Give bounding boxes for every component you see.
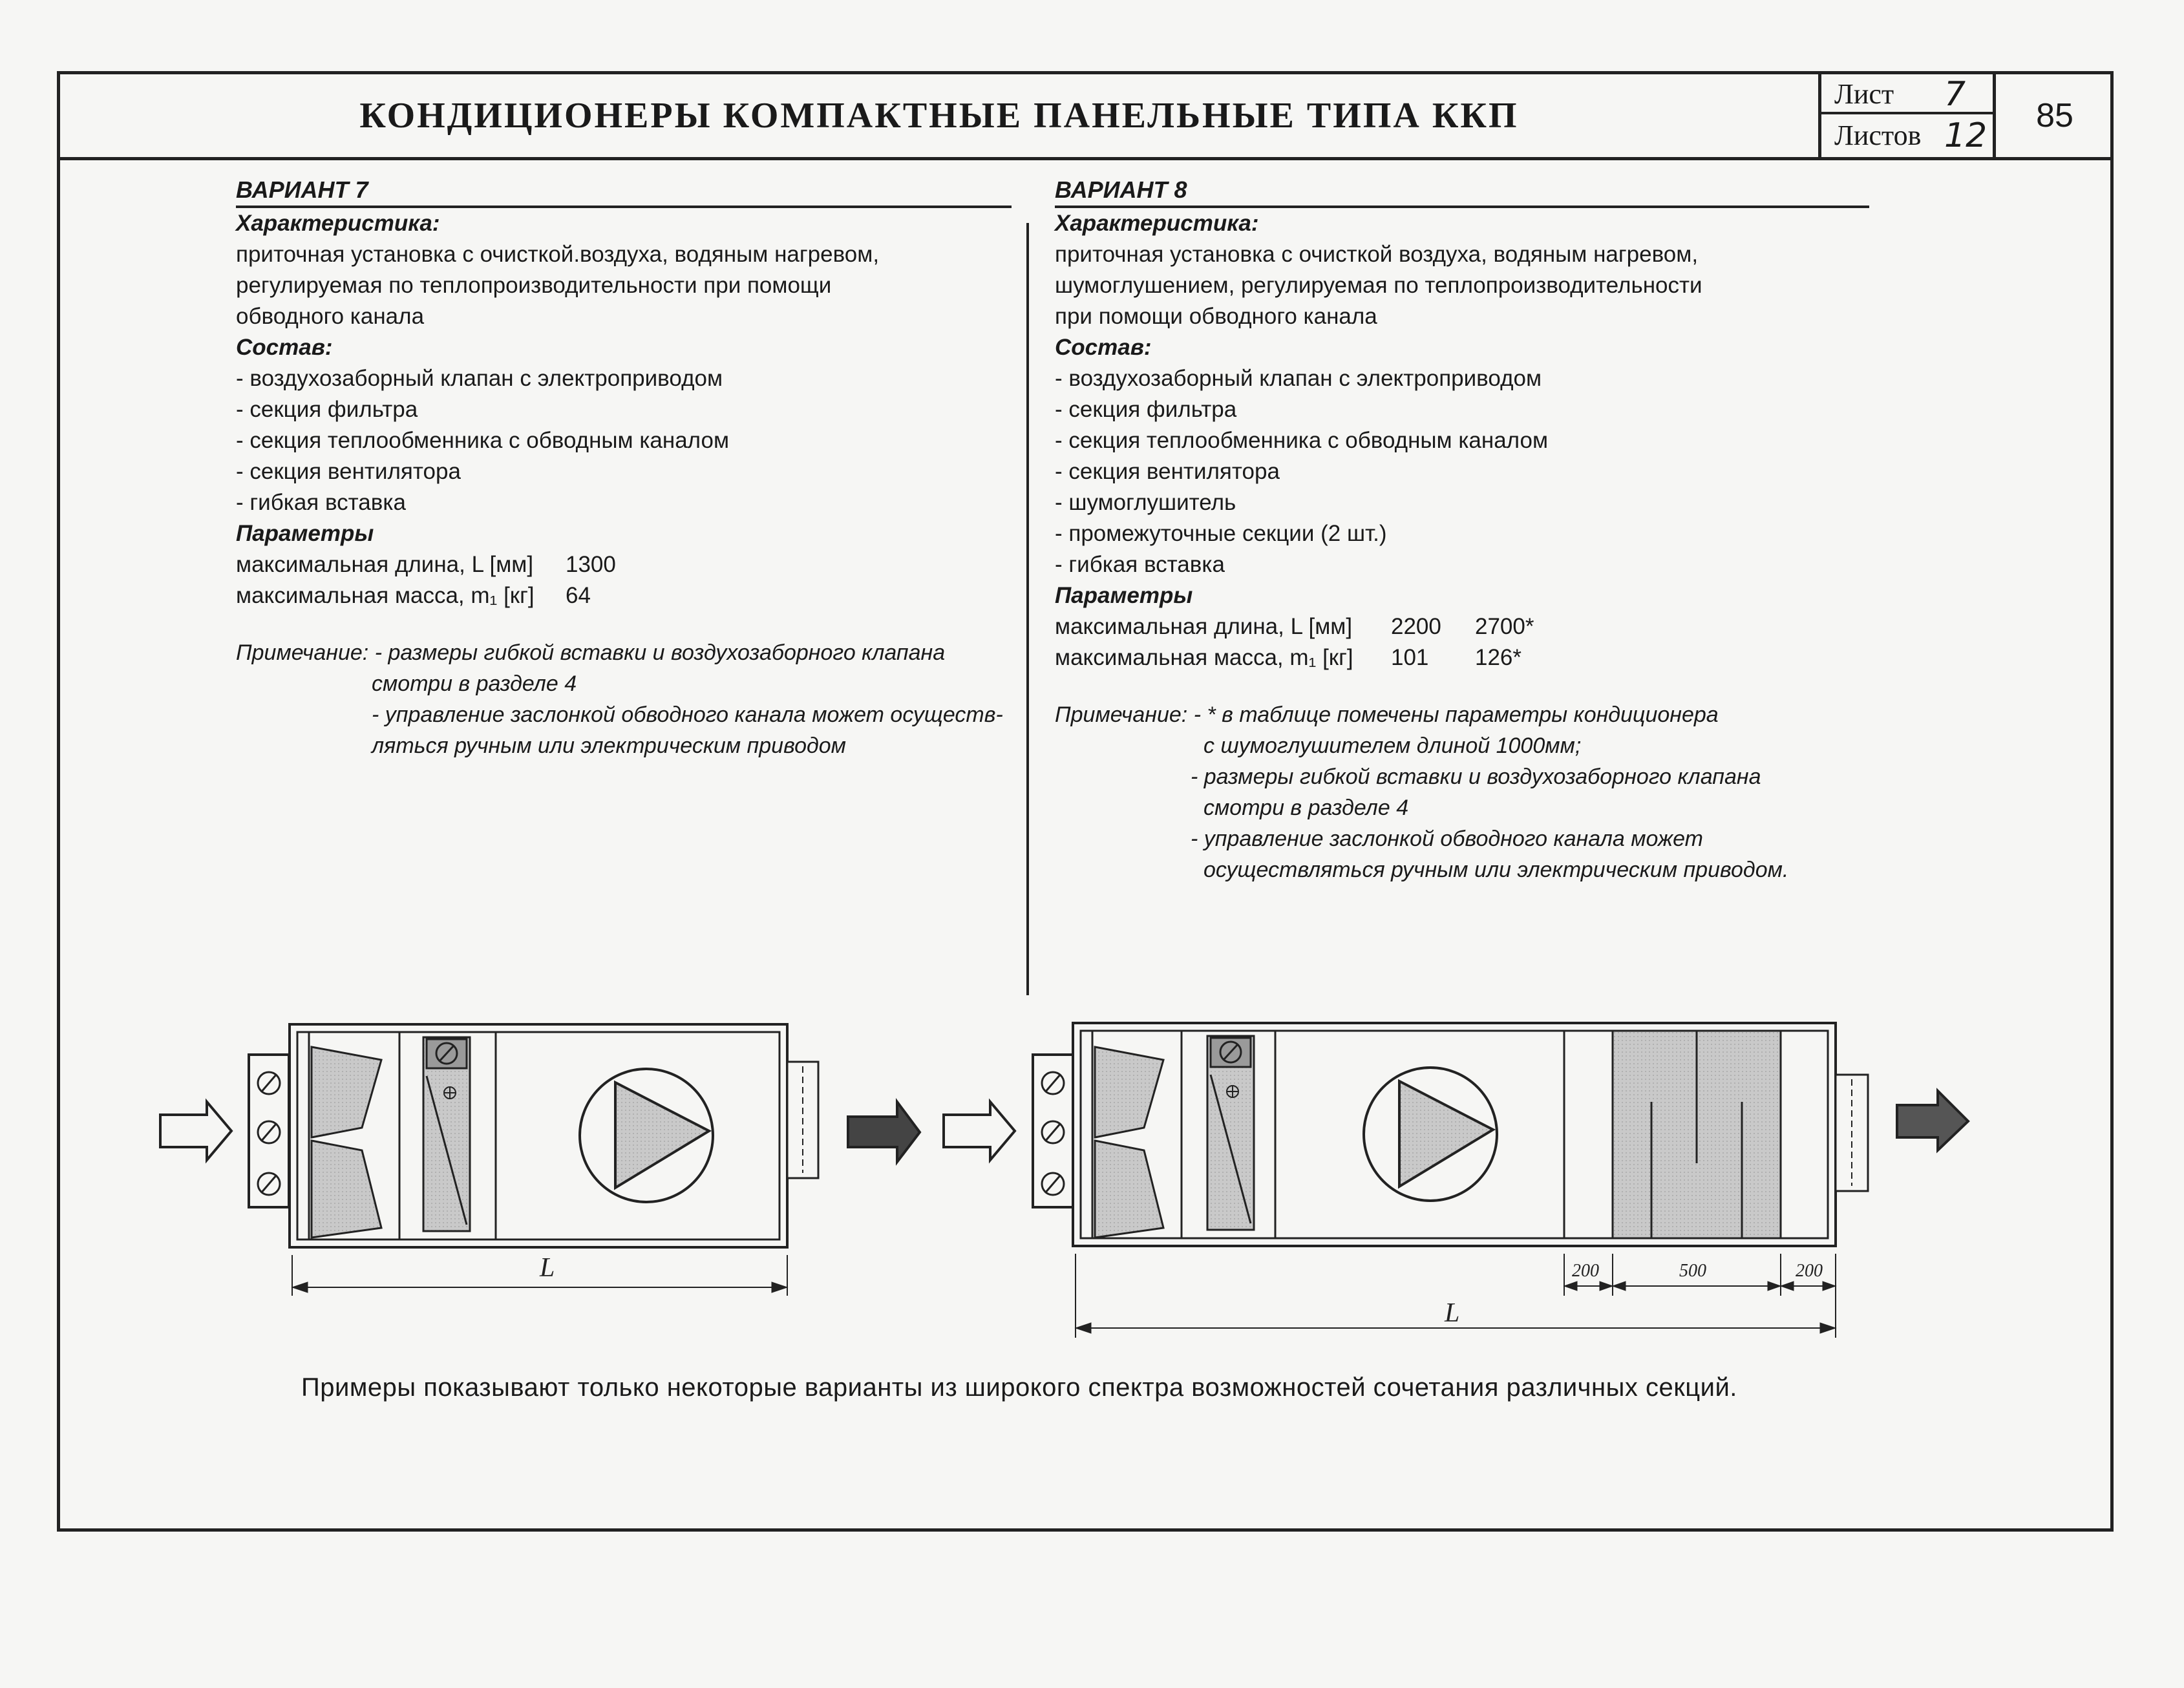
param-label: максимальная масса, m₁ [кг] [236, 583, 535, 608]
variant8-component: - секция теплообменника с обводным каналом [1055, 428, 1549, 453]
sheet-value: 7 [1944, 75, 1966, 114]
variant7-char-line: регулируемая по теплопроизводительности при помощи [236, 273, 832, 298]
note-line: смотри в разделе 4 [1203, 796, 1409, 820]
footer-note: Примеры показывают только некоторые варианты из широкого спектра возможностей сочетания различных секций. [301, 1373, 1737, 1402]
variant7-component: - секция фильтра [236, 397, 418, 422]
note-line: Примечание: - * в таблице помечены параметры кондиционера [1055, 702, 1719, 727]
variant8-component: - промежуточные секции (2 шт.) [1055, 521, 1387, 546]
param-value-alt: 126* [1475, 645, 1522, 670]
variant8-char-line: шумоглушением, регулируемая по теплопроизводительности [1055, 273, 1702, 298]
param-label: максимальная масса, m₁ [кг] [1055, 645, 1353, 670]
sheets-value: 12 [1944, 116, 1988, 155]
variant8-title: ВАРИАНТ 8 [1055, 174, 1869, 208]
dim-200-left: 200 [1572, 1261, 1599, 1281]
filter-symbol [1095, 1047, 1163, 1137]
note-line: с шумоглушителем длиной 1000мм; [1203, 733, 1582, 758]
variant8-char-line: при помощи обводного канала [1055, 304, 1377, 329]
param-value: 101 [1391, 645, 1429, 670]
note-line: - управление заслонкой обводного канала может осуществ- [372, 702, 1003, 727]
variant8-diagram [944, 1023, 1968, 1338]
dim-500: 500 [1679, 1261, 1706, 1281]
sheets-label: Листов [1834, 120, 1922, 151]
variant8-component: - шумоглушитель [1055, 490, 1236, 515]
param-label: максимальная длина, L [мм] [1055, 614, 1353, 639]
variant7-component: - гибкая вставка [236, 490, 406, 515]
note-line: Примечание: - размеры гибкой вставки и воздухозаборного клапана [236, 640, 946, 665]
param-label: максимальная длина, L [мм] [236, 552, 534, 577]
param-value: 1300 [566, 552, 616, 577]
variant8-component: - секция фильтра [1055, 397, 1237, 422]
outlet-arrow [848, 1102, 920, 1162]
note-line: - размеры гибкой вставки и воздухозаборного клапана [1191, 765, 1761, 789]
note-line: осуществляться ручным или электрическим приводом. [1203, 858, 1789, 882]
variant7-component: - воздухозаборный клапан с электроприводом [236, 366, 723, 391]
variant8-params-heading: Параметры [1055, 583, 1193, 608]
variant7-component: - секция вентилятора [236, 459, 461, 484]
page-title: КОНДИЦИОНЕРЫ КОМПАКТНЫЕ ПАНЕЛЬНЫЕ ТИПА ККП [359, 96, 1519, 136]
inlet-arrow [160, 1102, 231, 1160]
filter-symbol [312, 1047, 381, 1137]
param-value: 2200 [1391, 614, 1441, 639]
variant7-title: ВАРИАНТ 7 [236, 174, 1012, 208]
variant7-component: - секция теплообменника с обводным каналом [236, 428, 730, 453]
note-line: смотри в разделе 4 [372, 671, 577, 696]
variant8-component: - воздухозаборный клапан с электроприводом [1055, 366, 1542, 391]
dim-200-right: 200 [1796, 1261, 1823, 1281]
variant7-params-heading: Параметры [236, 521, 374, 546]
variant8-char-line: приточная установка с очисткой воздуха, водяным нагревом, [1055, 242, 1699, 267]
variant7-char-line: обводного канала [236, 304, 425, 329]
note-line: ляться ручным или электрическим приводом [372, 733, 846, 758]
variant8-component: - секция вентилятора [1055, 459, 1280, 484]
sheet-label: Лист [1834, 78, 1894, 110]
variant7-char-heading: Характеристика: [236, 211, 440, 236]
outlet-arrow [1897, 1091, 1968, 1150]
param-value-alt: 2700* [1475, 614, 1534, 639]
variant8-char-heading: Характеристика: [1055, 211, 1259, 236]
variant8-dim-label: L [1445, 1298, 1460, 1328]
page-number: 85 [1993, 74, 2114, 157]
variant7-comp-heading: Состав: [236, 335, 333, 360]
note-line: - управление заслонкой обводного канала может [1191, 827, 1703, 851]
variant8-comp-heading: Состав: [1055, 335, 1152, 360]
variant7-dim-label: L [540, 1253, 555, 1283]
variant8-component: - гибкая вставка [1055, 552, 1225, 577]
param-value: 64 [566, 583, 591, 608]
variant7-char-line: приточная установка с очисткой.воздуха, водяным нагревом, [236, 242, 880, 267]
inlet-arrow [944, 1102, 1015, 1160]
